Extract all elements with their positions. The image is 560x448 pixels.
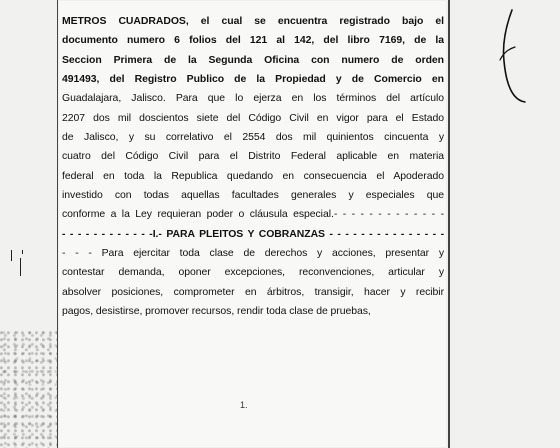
document-line-5: Guadalajara, Jalisco. Para que lo ejerza en los términos del artículo — [62, 93, 444, 105]
document-line-6: 2207 dos mil doscientos siete del Código Civil en vigor para el Estado — [62, 112, 444, 124]
document-line-3: Seccion Primera de la Segunda Oficina con numero de orden — [62, 54, 444, 66]
section-heading: - - - - - - - - - - - -I.- PARA PLEITOS Y COBRANZAS - - - - - - - - - - - - - - - — [62, 228, 444, 240]
document-line-10: investido con todas aquellas facultades generales y especiales que — [62, 190, 444, 202]
document-line-7: de Jalisco, y su correlativo el 2554 dos mil quinientos cincuenta y — [62, 132, 444, 144]
document-text — [62, 12, 444, 322]
tick-mark — [11, 250, 12, 261]
document-line-14: contestar demanda, oponer excepciones, reconvenciones, articular y — [62, 267, 444, 279]
page-number: 1. — [240, 400, 248, 410]
tick-mark — [20, 258, 21, 276]
document-line-9: federal en toda la Republica quedando en consecuencia el Apoderado — [62, 170, 444, 182]
right-margin-line — [448, 0, 450, 448]
document-page — [58, 0, 447, 448]
document-line-8: cuatro del Código Civil para el Distrito Federal aplicable en materia — [62, 151, 444, 163]
document-line-16: pagos, desistirse, promover recursos, rendir toda clase de pruebas, — [62, 306, 371, 318]
document-line-15: absolver posiciones, comprometer en árbitros, transigir, hacer y recibir — [62, 286, 444, 298]
tick-mark — [22, 250, 23, 254]
document-line-1: METROS CUADRADOS, el cual se encuentra registrado bajo el — [62, 16, 444, 27]
document-line-4: 491493, del Registro Publico de la Propiedad y de Comercio en — [62, 74, 444, 86]
document-line-11: conforme a la Ley requieran poder o cláusula especial.- - - - - - - - - - - - - — [62, 209, 444, 221]
document-line-2: documento numero 6 folios del 121 al 142, del libro 7169, de la — [62, 35, 444, 47]
margin-tick-marks — [8, 250, 26, 290]
document-line-13: - - - Para ejercitar toda clase de derechos y acciones, presentar y — [62, 248, 444, 260]
handwritten-mark-icon — [492, 6, 528, 106]
